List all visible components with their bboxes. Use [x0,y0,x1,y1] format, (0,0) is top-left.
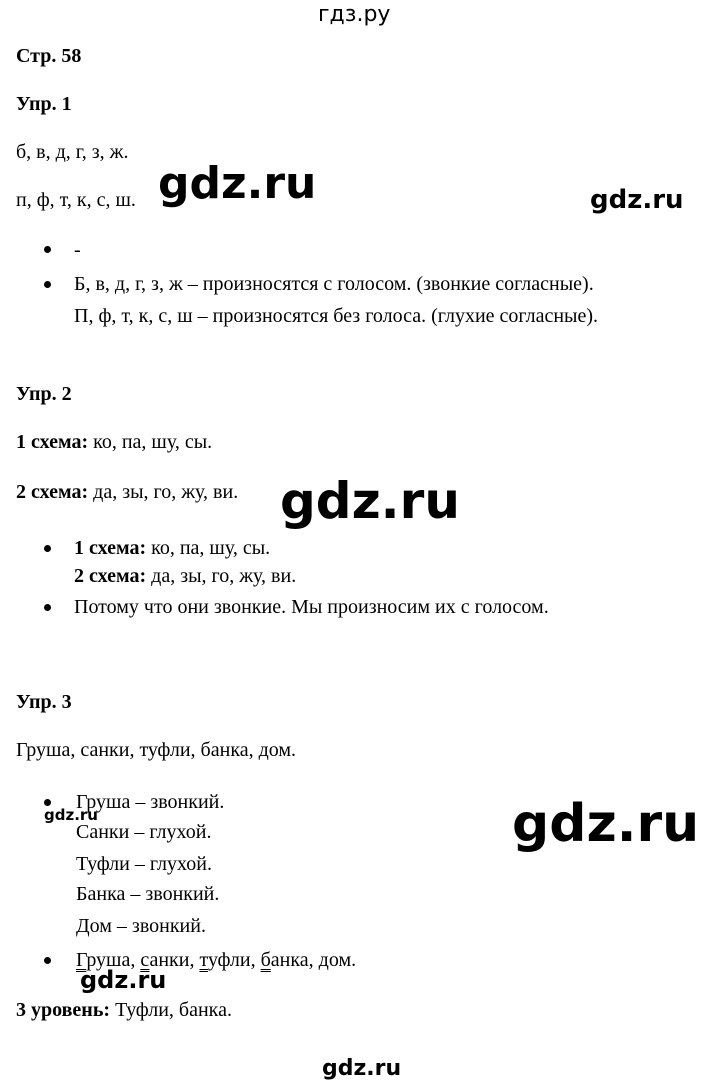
word-rest: ом. [328,949,357,971]
ex1-bullet1: - [74,239,81,261]
ex3-list-item: Туфли – глухой. [76,853,212,875]
scheme-label: 1 схема: [74,537,147,559]
bullet-marker [44,799,51,806]
ex2-bullet1b [74,566,296,586]
ex3-words: Груша, санки, туфли, банка, дом. [16,739,297,761]
ex3-list-item: Дом – звонкий. [76,915,206,937]
bullet-marker [44,545,51,552]
ex2-scheme1 [16,432,212,452]
word-rest: уфли, [207,949,261,971]
ex1-bullet2-line1: Б, в, д, г, з, ж – произносятся с голосом. (звонкие согласные). [74,273,594,295]
ex1-line2: п, ф, т, к, с, ш. [16,189,136,211]
page-label: Стр. 58 [16,45,82,67]
ex3-list-item: Банка – звонкий. [76,883,220,905]
ex1-title: Упр. 1 [16,93,72,115]
level-text: Туфли, банка. [110,999,232,1021]
ex2-scheme2 [16,482,238,502]
bullet-marker [44,246,51,253]
underlined-letter: Г [76,949,87,971]
watermark: gdz.ru [322,1056,402,1081]
scheme-text: ко, па, шу, сы. [146,537,271,559]
scheme-text: да, зы, го, жу, ви. [146,565,297,587]
ex2-bullet2: Потому что они звонкие. Мы произносим их с голосом. [74,596,549,618]
scheme-text: да, зы, го, жу, ви. [88,481,239,503]
site-header: гдз.ру [318,2,391,27]
ex2-title: Упр. 2 [16,383,72,405]
word-rest: анки, [149,949,200,971]
underlined-letter: с [140,949,150,971]
ex2-bullet1 [74,538,270,558]
watermark: gdz.ru [280,472,460,530]
scheme-text: ко, па, шу, сы. [88,431,213,453]
underlined-letter: т [199,949,208,971]
ex3-list-item: Груша – звонкий. [76,791,225,813]
watermark: gdz.ru [44,806,98,824]
ex3-level [16,1000,232,1020]
ex1-bullet2-line2: П, ф, т, к, с, ш – произносятся без голоса. (глухие согласные). [74,305,599,327]
underlined-letter: д [318,949,329,971]
scheme-label: 1 схема: [16,431,89,453]
word-rest: анка, [270,949,319,971]
bullet-marker [44,957,51,964]
level-label: 3 уровень: [16,999,111,1021]
watermark: gdz.ru [158,158,317,209]
bullet-marker [44,604,51,611]
scheme-label: 2 схема: [16,481,89,503]
scheme-label: 2 схема: [74,565,147,587]
word-rest: руша, [86,949,141,971]
bullet-marker [44,281,51,288]
watermark: gdz.ru [512,794,700,854]
ex3-list-item: Санки – глухой. [76,821,212,843]
ex3-title: Упр. 3 [16,691,72,713]
underlined-letter: б [260,949,271,971]
watermark: gdz.ru [80,966,167,994]
watermark: gdz.ru [590,185,684,215]
ex1-line1: б, в, д, г, з, ж. [16,141,129,163]
